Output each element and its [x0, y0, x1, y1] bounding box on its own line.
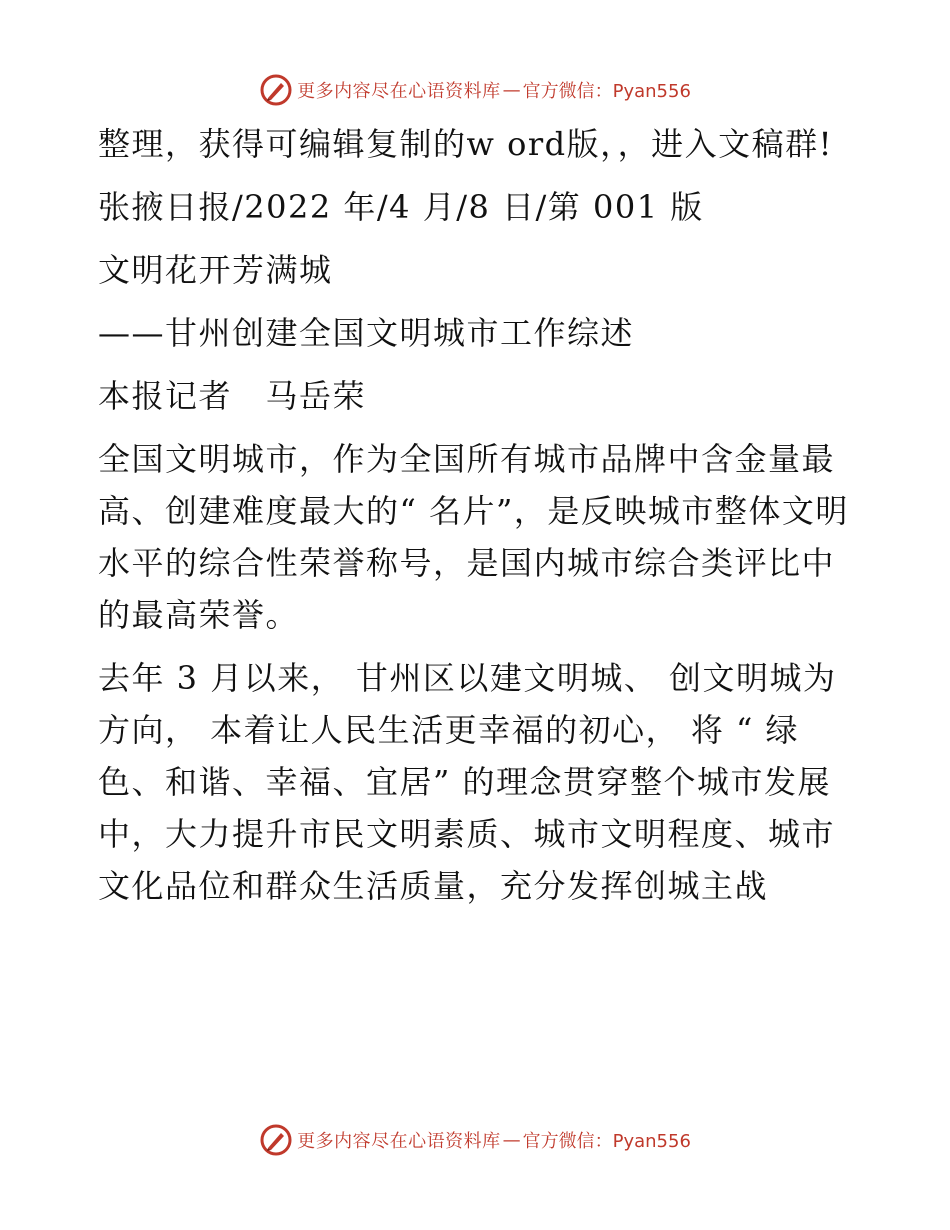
body-paragraph: 去年 3 月以来， 甘州区以建文明城、 创文明城为方向， 本着让人民生活更幸福的初心， 将 “ 绿色、和谐、幸福、宜居” 的理念贯穿整个城市发展中，大力提升市民文明素质、城市文明程度、城市文化品位和群众生活质量，充分发挥创城主战 — [98, 659, 837, 905]
article-subtitle: ——甘州创建全国文明城市工作综述 — [98, 314, 635, 352]
byline: 本报记者 马岳荣 — [98, 377, 367, 415]
pen-circle-logo-icon — [259, 1123, 293, 1157]
watermark-text: 更多内容尽在心语资料库 — [297, 81, 501, 102]
intro-line: 整理，获得可编辑复制的w ord版，，进入文稿群! — [98, 125, 833, 163]
publication-line: 张掖日报/2022 年/4 月/8 日/第 001 版 — [98, 188, 704, 226]
watermark-footer — [0, 1120, 950, 1160]
watermark-contact: 官方微信：Pyan556 — [522, 81, 691, 102]
watermark-text: 更多内容尽在心语资料库 — [297, 1131, 501, 1152]
watermark-separator: — — [502, 79, 521, 101]
body-paragraph: 全国文明城市，作为全国所有城市品牌中含金量最高、创建难度最大的“ 名片”，是反映城市整体文明水平的综合性荣誉称号，是国内城市综合类评比中的最高荣誉。 — [98, 440, 849, 634]
document-body — [98, 118, 858, 923]
watermark-separator: — — [502, 1129, 521, 1151]
pen-circle-logo-icon — [259, 73, 293, 107]
article-title: 文明花开芳满城 — [98, 251, 333, 289]
watermark-contact: 官方微信：Pyan556 — [522, 1131, 691, 1152]
watermark-header — [0, 70, 950, 110]
